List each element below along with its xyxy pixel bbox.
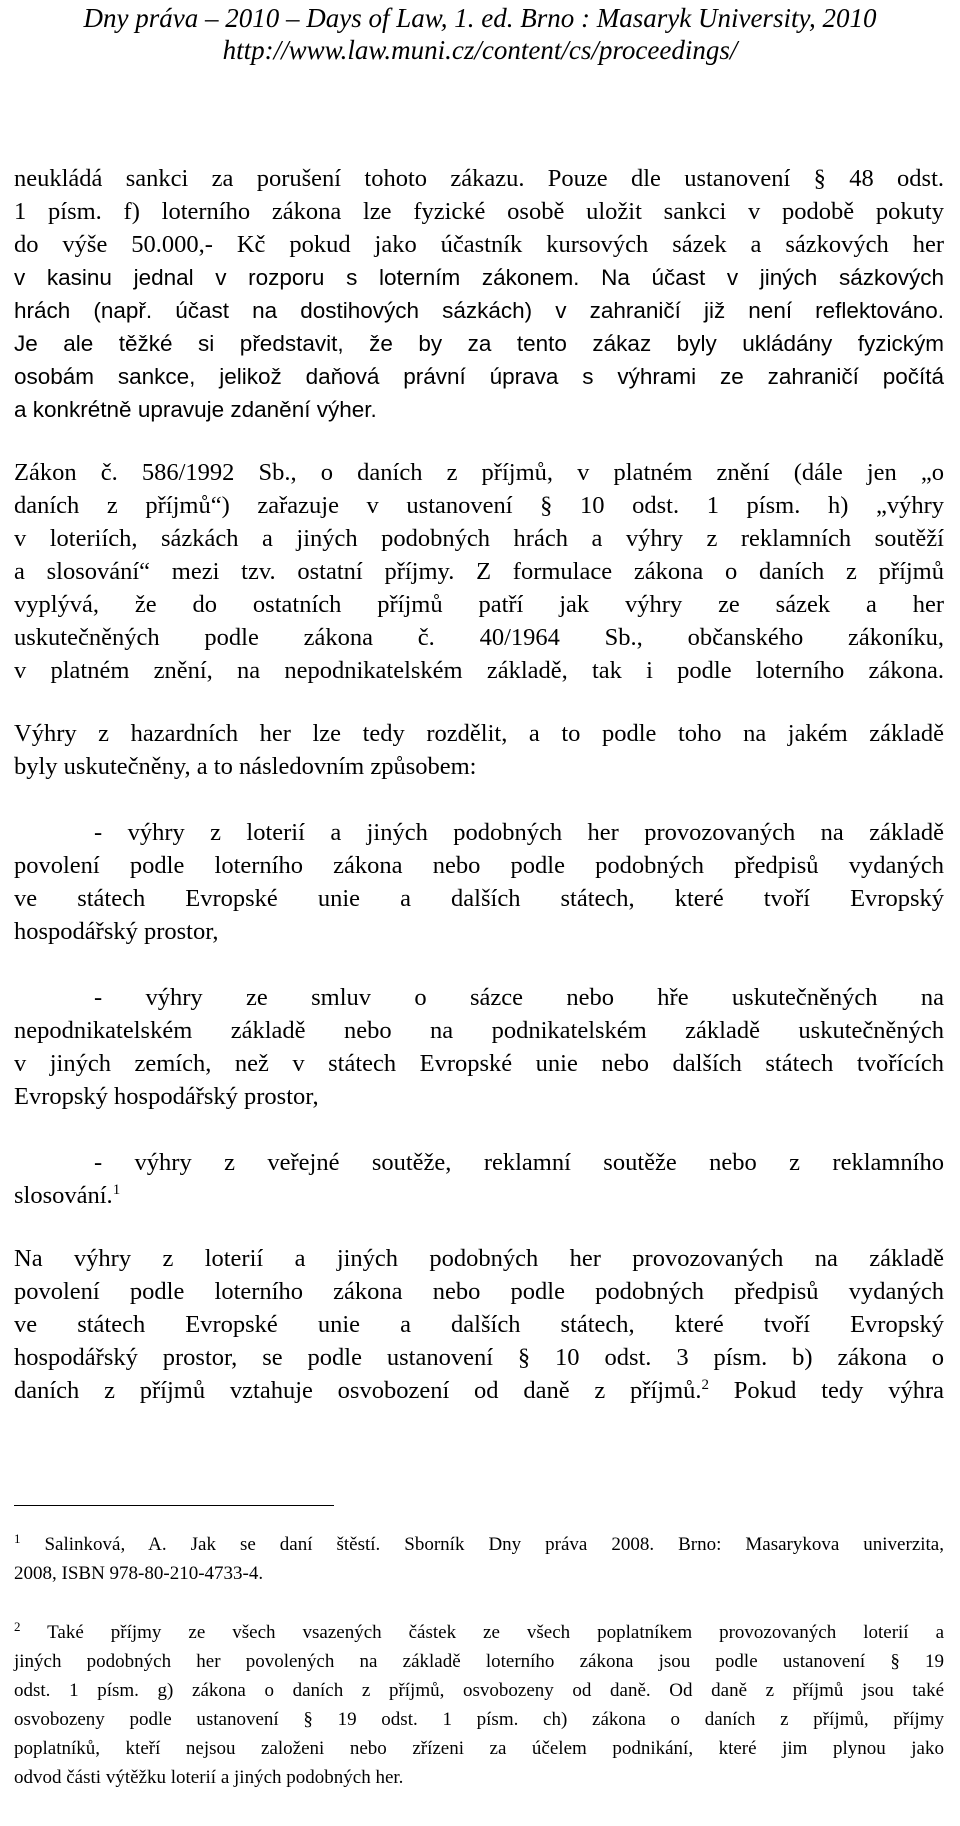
text-line: v jiných zemích, než v státech Evropské unie nebo dalších státech tvořících	[14, 1050, 944, 1077]
text-line: Je ale těžké si představit, že by za tento zákaz byly ukládány fyzickým	[14, 331, 944, 356]
text-line: a slosování“ mezi tzv. ostatní příjmy. Z formulace zákona o daních z příjmů	[14, 558, 944, 585]
footnote-line	[14, 1530, 944, 1559]
text-segment: Salinková, A. Jak se daní štěstí. Sborník Dny práva 2008. Brno: Masarykova univerzita,	[20, 1534, 944, 1555]
text-line: povolení podle loterního zákona nebo podle podobných předpisů vydaných	[14, 852, 944, 879]
text-line: a konkrétně upravuje zdanění výher.	[14, 397, 377, 422]
text-line: uskutečněných podle zákona č. 40/1964 Sb., občanského zákoníku,	[14, 624, 944, 651]
list-item-3	[14, 1146, 944, 1212]
footnote-line: odvod části výtěžku loterií a jiných podobných her.	[14, 1767, 404, 1788]
text-line	[14, 1179, 944, 1212]
text-line	[14, 1374, 944, 1407]
text-line: v kasinu jednal v rozporu s loterním zákonem. Na účast v jiných sázkových	[14, 265, 944, 290]
main-text	[14, 162, 944, 1407]
footnote-2	[14, 1618, 944, 1792]
text-line: ve státech Evropské unie a dalších státech, které tvoří Evropský	[14, 1311, 944, 1338]
text-segment: Pokud tedy výhra	[709, 1377, 944, 1404]
footnote-line: 2008, ISBN 978-80-210-4733-4.	[14, 1563, 264, 1584]
text-line: hospodářský prostor,	[14, 918, 219, 945]
footnote-1	[14, 1530, 944, 1588]
text-line: hospodářský prostor, se podle ustanovení § 10 odst. 3 písm. b) zákona o	[14, 1344, 944, 1371]
footnotes	[14, 1530, 944, 1792]
text-line: nepodnikatelském základě nebo na podnikatelském základě uskutečněných	[14, 1017, 944, 1044]
footnote-line: poplatníků, kteří nejsou založeni nebo zřízeni za účelem podnikání, které jim plynou jako	[14, 1738, 944, 1759]
footnote-line	[14, 1618, 944, 1647]
text-line: Evropský hospodářský prostor,	[14, 1083, 319, 1110]
text-line: byly uskutečněny, a to následovním způsobem:	[14, 753, 477, 780]
text-line: neukládá sankci za porušení tohoto zákazu. Pouze dle ustanovení § 48 odst.	[14, 165, 944, 192]
footnote-separator	[14, 1505, 334, 1506]
text-line: osobám sankce, jelikož daňová právní úprava s výhrami ze zahraničí počítá	[14, 364, 944, 389]
footnote-mark: 2	[14, 1619, 21, 1634]
text-line: v platném znění, na nepodnikatelském základě, tak i podle loterního zákona.	[14, 657, 944, 684]
text-line: ve státech Evropské unie a dalších státech, které tvoří Evropský	[14, 885, 944, 912]
text-segment: slosování.	[14, 1182, 113, 1209]
text-line: povolení podle loterního zákona nebo podle podobných předpisů vydaných	[14, 1278, 944, 1305]
list-item-1	[14, 816, 944, 948]
text-line: v loteriích, sázkách a jiných podobných hrách a výhry z reklamních soutěží	[14, 525, 944, 552]
paragraph-2	[14, 456, 944, 687]
footnote-line: osvobozeny podle ustanovení § 19 odst. 1 písm. ch) zákona o daních z příjmů, příjmy	[14, 1709, 944, 1730]
text-segment: Také příjmy ze všech vsazených částek ze všech poplatníkem provozovaných loterií a	[20, 1622, 944, 1643]
text-line: Zákon č. 586/1992 Sb., o daních z příjmů, v platném znění (dále jen „o	[14, 459, 944, 486]
text-line: Na výhry z loterií a jiných podobných her provozovaných na základě	[14, 1245, 944, 1272]
header-url: http://www.law.muni.cz/content/cs/proceedings/	[222, 35, 738, 65]
footnote-mark: 1	[14, 1531, 21, 1546]
text-line: Výhry z hazardních her lze tedy rozdělit, a to podle toho na jakém základě	[14, 720, 944, 747]
paragraph-3	[14, 717, 944, 783]
paragraph-1	[14, 162, 944, 426]
text-line: hrách (např. účast na dostihových sázkách) v zahraničí již není reflektováno.	[14, 298, 944, 323]
footnote-line: odst. 1 písm. g) zákona o daních z příjmů, osvobozeny od daně. Od daně z příjmů jsou také	[14, 1680, 944, 1701]
text-line: vyplývá, že do ostatních příjmů patří jak výhry ze sázek a her	[14, 591, 944, 618]
footnote-line: jiných podobných her povolených na základě loterního zákona jsou podle ustanovení § 19	[14, 1651, 944, 1672]
text-line: - výhry ze smluv o sázce nebo hře uskutečněných na	[94, 984, 944, 1011]
page-header	[0, 2, 960, 66]
text-line: - výhry z loterií a jiných podobných her provozovaných na základě	[94, 819, 944, 846]
footnote-ref-1: 1	[112, 1182, 121, 1198]
text-segment: daních z příjmů vztahuje osvobození od daně z příjmů.	[14, 1377, 702, 1404]
footnote-ref-2: 2	[701, 1377, 710, 1393]
paragraph-7	[14, 1242, 944, 1407]
header-citation: Dny práva – 2010 – Days of Law, 1. ed. Brno : Masaryk University, 2010	[83, 3, 877, 33]
text-line: do výše 50.000,- Kč pokud jako účastník kursových sázek a sázkových her	[14, 231, 944, 258]
list-item-2	[14, 981, 944, 1113]
text-line: - výhry z veřejné soutěže, reklamní soutěže nebo z reklamního	[94, 1149, 944, 1176]
text-line: daních z příjmů“) zařazuje v ustanovení § 10 odst. 1 písm. h) „výhry	[14, 492, 944, 519]
text-line: 1 písm. f) loterního zákona lze fyzické osobě uložit sankci v podobě pokuty	[14, 198, 944, 225]
